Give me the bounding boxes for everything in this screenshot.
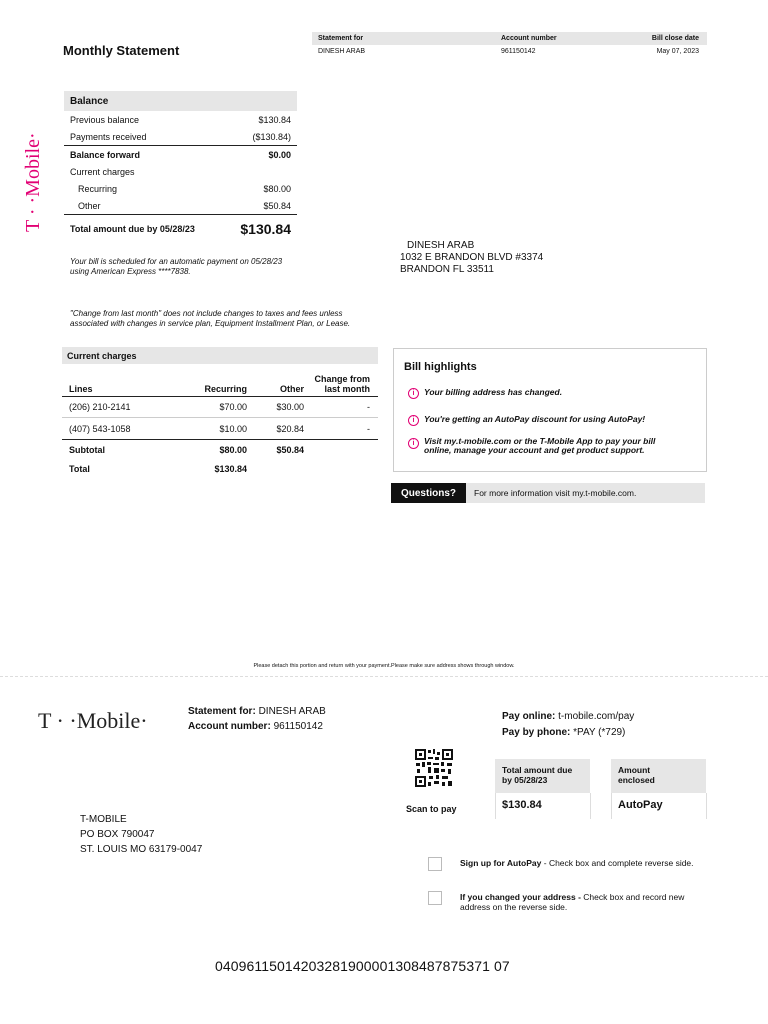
row-change: - xyxy=(367,423,370,434)
highlights-heading: Bill highlights xyxy=(404,361,477,373)
highlight-item xyxy=(408,414,645,426)
statement-header xyxy=(312,32,707,58)
stub-account-label: Account number: xyxy=(188,721,271,732)
row-other: $30.00 xyxy=(276,402,304,412)
current-charges-heading: Current charges xyxy=(62,347,378,364)
amount-due-box xyxy=(495,793,591,819)
header-label-bill-close-date: Bill close date xyxy=(651,35,699,42)
col-other: Other xyxy=(279,384,304,394)
address-change-text xyxy=(460,892,710,912)
address-line2: BRANDON FL 33511 xyxy=(400,264,494,275)
questions-bar xyxy=(391,483,705,503)
total-due-value: $130.84 xyxy=(240,221,291,237)
brand-suffix: · xyxy=(140,708,148,733)
balance-forward-value: $0.00 xyxy=(268,149,291,160)
header-label-account-number: Account number xyxy=(501,35,557,42)
header-bill-close-date: May 07, 2023 xyxy=(656,48,699,55)
questions-text: For more information visit my.t-mobile.com. xyxy=(474,488,637,498)
recurring-value: $80.00 xyxy=(263,183,291,194)
autopay-signup-bold: Sign up for AutoPay xyxy=(460,858,542,868)
header-account-number: 961150142 xyxy=(501,48,536,55)
row-line: (206) 210-2141 xyxy=(69,402,131,412)
questions-label: Questions? xyxy=(391,483,466,503)
highlight-text: Your billing address has changed. xyxy=(424,387,563,397)
balance-heading: Balance xyxy=(70,95,109,107)
current-charges-label: Current charges xyxy=(70,166,135,177)
address-change-checkbox[interactable] xyxy=(428,891,442,905)
header-label-statement-for: Statement for xyxy=(318,35,364,42)
row-line: (407) 543-1058 xyxy=(69,423,131,434)
table-row xyxy=(62,397,378,418)
brand-name: Mobile xyxy=(22,139,44,197)
other-value: $50.84 xyxy=(263,200,291,211)
brand-logo-stub xyxy=(38,708,148,734)
brand-prefix: T · · xyxy=(22,196,44,232)
subtotal-recurring: $80.00 xyxy=(219,444,247,455)
amount-due-header xyxy=(495,759,590,793)
previous-balance-value: $130.84 xyxy=(258,114,291,125)
pay-online-label: Pay online: xyxy=(502,711,556,722)
pay-phone-label: Pay by phone: xyxy=(502,727,571,738)
row-change: - xyxy=(367,402,370,412)
brand-prefix: T · · xyxy=(38,708,77,733)
current-charges-table xyxy=(62,347,378,478)
bill-highlights xyxy=(393,348,707,472)
pay-phone-number: *PAY (*729) xyxy=(573,727,626,738)
highlight-text: You're getting an AutoPay discount for using AutoPay! xyxy=(424,414,646,424)
col-recurring: Recurring xyxy=(204,384,247,394)
brand-suffix: · xyxy=(22,132,44,140)
subtotal-label: Subtotal xyxy=(69,444,105,455)
perforation-line xyxy=(0,676,768,677)
remit-line1: PO BOX 790047 xyxy=(80,829,155,840)
col-change-line2: last month xyxy=(324,384,370,394)
address-name: DINESH ARAB xyxy=(407,240,475,251)
remit-line2: ST. LOUIS MO 63179-0047 xyxy=(80,844,203,855)
previous-balance-label: Previous balance xyxy=(70,114,140,125)
detach-note: Please detach this portion and return with your payment.Please make sure address shows through window. xyxy=(253,663,515,669)
recurring-label: Recurring xyxy=(78,183,118,194)
row-other: $20.84 xyxy=(276,423,304,434)
total-due-label: Total amount due by 05/28/23 xyxy=(70,224,195,234)
header-statement-for: DINESH ARAB xyxy=(318,48,366,55)
brand-name: Mobile xyxy=(76,708,141,733)
scan-to-pay-label: Scan to pay xyxy=(406,804,457,814)
col-lines: Lines xyxy=(69,384,93,394)
address-change-bold: If you changed your address - xyxy=(460,892,581,902)
highlight-text: Visit my.t-mobile.com or the T-Mobile App to pay your bill online, manage your account and get product support. xyxy=(424,436,656,455)
balance-forward-label: Balance forward xyxy=(70,149,141,160)
amount-enclosed-box[interactable] xyxy=(611,793,707,819)
col-change-line1: Change from xyxy=(314,374,370,384)
autopay-note: Your bill is scheduled for an automatic payment on 05/28/23 using American Express ****7838. xyxy=(70,257,283,276)
other-label: Other xyxy=(78,200,101,211)
autopay-signup-desc: - Check box and complete reverse side. xyxy=(541,858,694,868)
total-value: $130.84 xyxy=(214,463,247,474)
row-recurring: $10.00 xyxy=(219,423,247,434)
pay-info xyxy=(502,709,634,741)
page-title: Monthly Statement xyxy=(63,43,180,58)
stub-account-number: 961150142 xyxy=(273,721,323,732)
amount-enclosed-value: AutoPay xyxy=(618,799,663,811)
remit-address xyxy=(80,812,202,857)
brand-logo-vertical xyxy=(22,132,45,232)
scanline: 04096115014203281900001308487875371 07 xyxy=(215,958,510,974)
stub-statement-for-label: Statement for: xyxy=(188,706,256,717)
pay-online-url[interactable]: t-mobile.com/pay xyxy=(558,711,635,722)
amount-due-label: Total amount due by 05/28/23 xyxy=(502,765,573,785)
change-note: "Change from last month" does not include changes to taxes and fees unless associated with changes in service plan, Equipment Installment Plan, or Lease. xyxy=(70,309,351,328)
total-label: Total xyxy=(69,463,90,474)
highlight-item xyxy=(408,437,678,455)
payments-received-value: ($130.84) xyxy=(252,131,291,142)
subtotal-other: $50.84 xyxy=(276,444,304,455)
stub-account-info xyxy=(188,704,326,734)
qr-code-icon[interactable] xyxy=(414,748,454,788)
amount-enclosed-label: Amount enclosed xyxy=(618,765,655,785)
amount-due-value: $130.84 xyxy=(502,799,542,811)
table-row xyxy=(62,418,378,440)
remit-name: T-MOBILE xyxy=(80,814,127,825)
autopay-signup-text xyxy=(460,858,694,868)
highlight-item xyxy=(408,387,562,399)
info-icon: i xyxy=(408,438,419,449)
address-line1: 1032 E BRANDON BLVD #3374 xyxy=(400,252,544,263)
autopay-signup-checkbox[interactable] xyxy=(428,857,442,871)
payments-received-label: Payments received xyxy=(70,131,147,142)
row-recurring: $70.00 xyxy=(219,402,247,412)
balance-table xyxy=(64,91,297,243)
info-icon: i xyxy=(408,415,419,426)
col-change xyxy=(304,374,378,394)
info-icon: i xyxy=(408,388,419,399)
mailing-address xyxy=(400,240,543,276)
address-change-desc: Check box and record new address on the reverse side. xyxy=(460,892,685,912)
amount-enclosed-header xyxy=(611,759,706,793)
stub-statement-for: DINESH ARAB xyxy=(258,706,326,717)
